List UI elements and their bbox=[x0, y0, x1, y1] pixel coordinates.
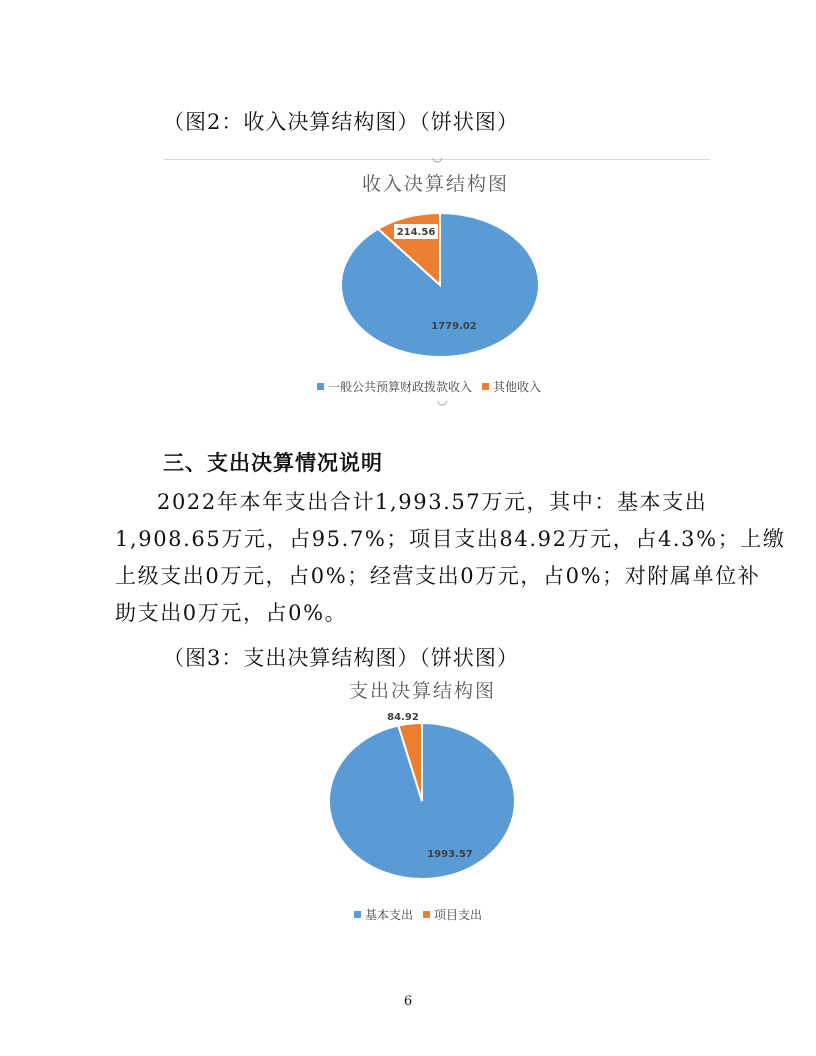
legend-item-other-income bbox=[482, 378, 541, 395]
data-label: 1779.02 bbox=[431, 321, 477, 332]
paragraph-line: 2022年本年支出合计1,993.57万元，其中：基本支出 bbox=[157, 490, 708, 514]
figure-2-caption: （图2：收入决算结构图）（饼状图） bbox=[163, 110, 519, 134]
paragraph-line: 上级支出0万元，占0%；经营支出0万元，占0%；对附属单位补 bbox=[115, 564, 761, 588]
legend-item-project-expenditure bbox=[423, 906, 482, 923]
legend-swatch-blue bbox=[354, 911, 361, 918]
expenditure-pie-chart bbox=[320, 712, 530, 887]
page-number: 6 bbox=[403, 994, 413, 1009]
expenditure-paragraph bbox=[115, 484, 786, 632]
legend-item-general-budget bbox=[317, 378, 472, 395]
chart-handle-icon: ◡ bbox=[437, 393, 448, 407]
expenditure-chart-title: 支出决算结构图 bbox=[349, 680, 497, 702]
data-label: 84.92 bbox=[387, 712, 419, 723]
income-chart-legend bbox=[317, 378, 551, 395]
legend-label: 其他收入 bbox=[493, 380, 542, 394]
legend-item-basic-expenditure bbox=[354, 906, 413, 923]
figure-3-caption: （图3：支出决算结构图）（饼状图） bbox=[163, 646, 519, 670]
legend-swatch-orange bbox=[423, 911, 430, 918]
data-label: 214.56 bbox=[396, 227, 436, 238]
paragraph-line: 助支出0万元，占0%。 bbox=[115, 601, 348, 625]
legend-swatch-blue bbox=[317, 383, 324, 390]
income-pie-chart bbox=[330, 205, 550, 365]
income-chart-title: 收入决算结构图 bbox=[362, 173, 510, 195]
legend-label: 基本支出 bbox=[365, 908, 414, 922]
legend-swatch-orange bbox=[482, 383, 489, 390]
chart-handle-icon: ◡ bbox=[432, 150, 443, 164]
legend-label: 项目支出 bbox=[434, 908, 483, 922]
data-label: 1993.57 bbox=[427, 849, 473, 860]
expenditure-chart-legend bbox=[354, 906, 492, 923]
paragraph-line: 1,908.65万元，占95.7%；项目支出84.92万元，占4.3%；上缴 bbox=[115, 527, 786, 551]
section-heading: 三、支出决算情况说明 bbox=[163, 451, 383, 475]
legend-label: 一般公共预算财政拨款收入 bbox=[328, 380, 473, 394]
